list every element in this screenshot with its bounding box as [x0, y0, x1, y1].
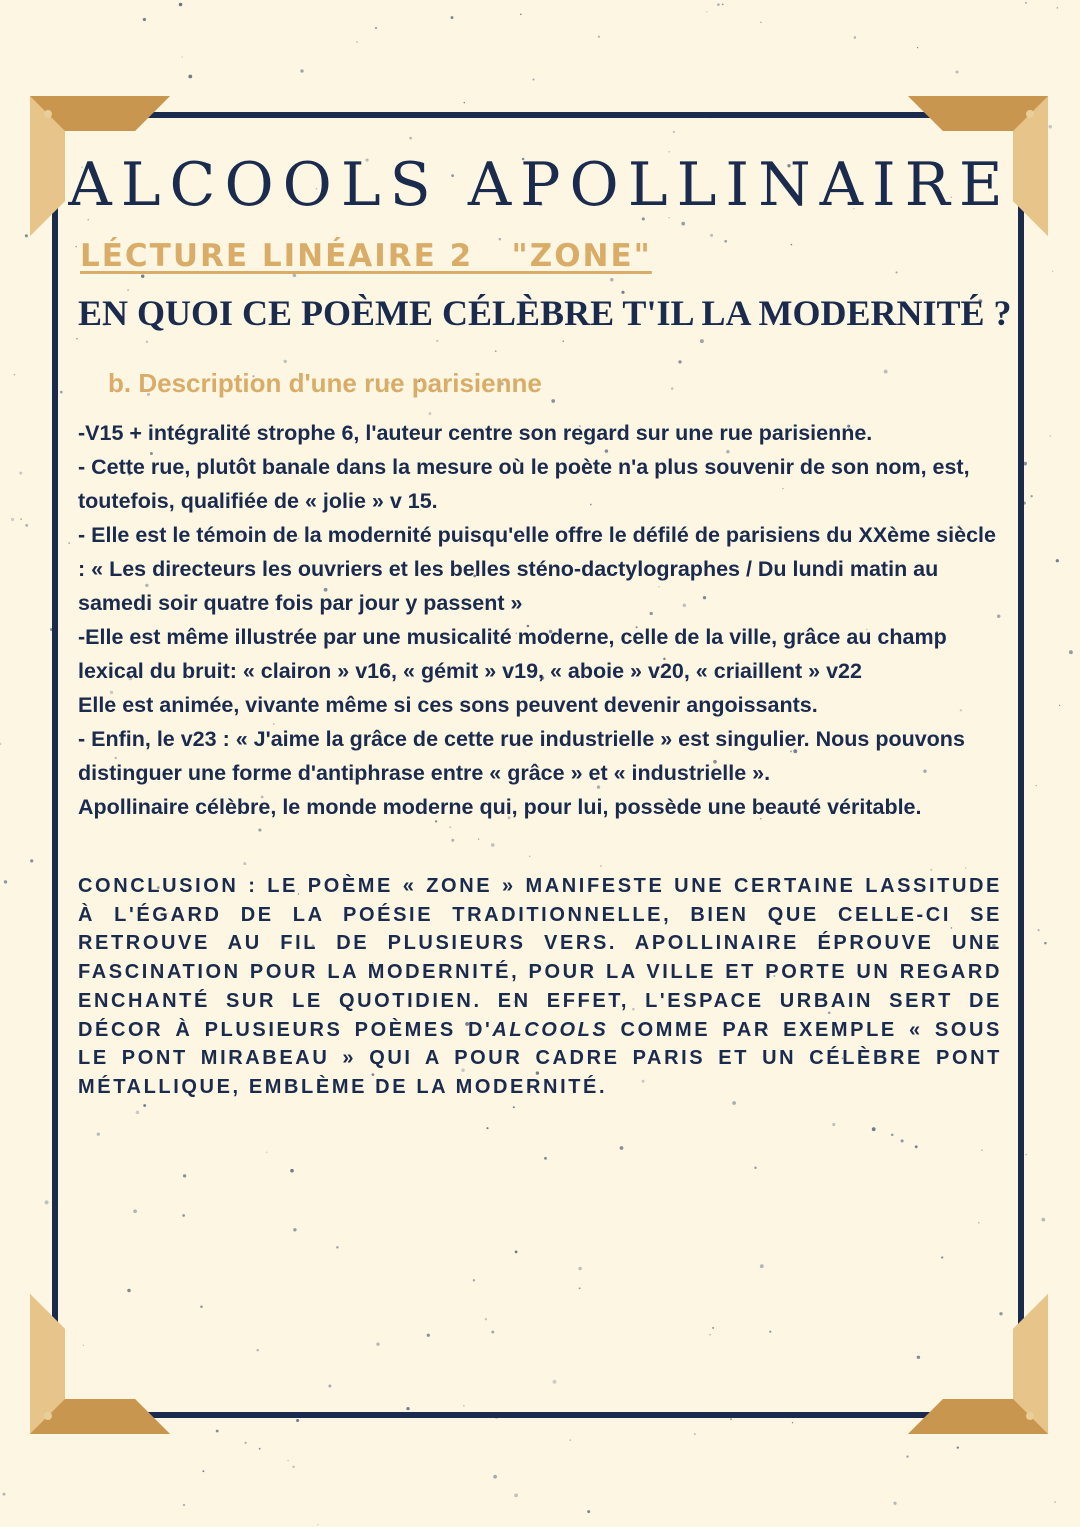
- speckle: [792, 1422, 793, 1423]
- speckle: [143, 18, 146, 21]
- speckle: [717, 3, 720, 6]
- bottom-left-corner-icon: [30, 1294, 170, 1434]
- speckle: [375, 27, 377, 29]
- speckle: [1036, 785, 1037, 786]
- conclusion-text-end: COMME PAR EXEMPLE « SOUS LE PONT MIRABEAU » QUI A POUR CADRE PARIS ET UN CÉLÈBRE PONT MÉTALLIQUE, EMBLÈME DE LA MODERNITÉ.: [78, 1018, 1002, 1098]
- speckle: [451, 16, 454, 19]
- speckle: [493, 1475, 497, 1479]
- speckle: [19, 472, 22, 475]
- speckle: [0, 743, 1, 745]
- analysis-paragraph: -V15 + intégralité strophe 6, l'auteur centre son regard sur une rue parisienne.: [78, 421, 873, 445]
- speckle: [25, 234, 28, 237]
- problem-question: EN QUOI CE POÈME CÉLÈBRE T'IL LA MODERNITÉ ?: [78, 293, 1012, 333]
- speckle: [292, 1466, 294, 1468]
- speckle: [1038, 929, 1040, 931]
- speckle: [356, 41, 357, 42]
- speckle: [4, 880, 7, 883]
- analysis-paragraph: -Elle est même illustrée par une musicalité moderne, celle de la ville, grâce au champ lexical du bruit: « clairon » v16, « gémit » v19, « aboie » v20, « criaillent » v22: [78, 625, 947, 683]
- speckle: [1059, 705, 1060, 706]
- analysis-paragraph: Apollinaire célèbre, le monde moderne qui, pour lui, possède une beauté véritable.: [78, 795, 922, 819]
- speckle: [1049, 125, 1053, 129]
- speckle: [854, 36, 857, 39]
- speckle: [202, 1470, 204, 1472]
- speckle: [30, 859, 33, 862]
- analysis-paragraph: - Enfin, le v23 : « J'aime la grâce de cette rue industrielle » est singulier. Nous pouvons distinguer une forme d'antiphrase entre « grâce » et « industrielle ».: [78, 727, 965, 785]
- speckle: [216, 1430, 219, 1433]
- speckle: [25, 524, 28, 527]
- speckle: [296, 1419, 299, 1422]
- speckle: [1056, 559, 1059, 562]
- speckle: [760, 22, 762, 24]
- speckle: [245, 1442, 247, 1444]
- conclusion-book-title: ALCOOLS: [492, 1018, 609, 1041]
- analysis-paragraph: - Elle est le témoin de la modernité puisqu'elle offre le défilé de parisiens du XXème siècle : « Les directeurs les ouvriers et les belles sténo-dactylographes / Du lundi matin au samedi soir quatre fois par jour y passent »: [78, 523, 996, 615]
- speckle: [587, 1510, 590, 1513]
- speckle: [259, 1448, 261, 1450]
- section-heading: b. Description d'une rue parisienne: [108, 368, 542, 398]
- speckle: [598, 36, 600, 38]
- speckle: [1057, 7, 1058, 8]
- speckle: [694, 1433, 695, 1434]
- speckle: [1049, 435, 1051, 437]
- speckle: [893, 1502, 896, 1505]
- speckle: [533, 79, 535, 81]
- speckle: [1030, 495, 1032, 497]
- speckle: [183, 1504, 185, 1506]
- speckle: [706, 11, 707, 12]
- speckle: [1044, 942, 1047, 945]
- speckle: [956, 70, 959, 73]
- speckle: [317, 1524, 318, 1525]
- speckle: [1025, 1154, 1026, 1155]
- analysis-paragraph: Elle est animée, vivante même si ces sons peuvent devenir angoissants.: [78, 693, 818, 717]
- analysis-paragraph: - Cette rue, plutôt banale dans la mesure où le poète n'a plus souvenir de son nom, est, toutefois, qualifiée de « jolie » v 15.: [78, 455, 970, 513]
- speckle: [957, 1446, 959, 1448]
- reading-subtitle: LÉCTURE LINÉAIRE 2 "ZONE": [80, 238, 652, 274]
- speckle: [1052, 271, 1054, 273]
- speckle: [1054, 1501, 1056, 1503]
- speckle: [1025, 2, 1027, 4]
- speckle: [722, 4, 724, 6]
- speckle: [181, 56, 182, 57]
- speckle: [179, 3, 183, 7]
- page-title: ALCOOLS APOLLINAIRE: [68, 150, 1012, 220]
- speckle: [14, 374, 16, 376]
- speckle: [1041, 1218, 1045, 1222]
- conclusion-text-start: CONCLUSION : LE POÈME « ZONE » MANIFESTE UNE CERTAINE LASSITUDE À L'ÉGARD DE LA POÉSIE TRADITIONNELLE, BIEN QUE CELLE-CI SE RETROUVE AU FIL DE PLUSIEURS VERS. APOLLINAIRE ÉPROUVE UNE FASCINATION POUR LA MODERNITÉ, POUR LA VILLE ET PORTE UN REGARD ENCHANTÉ SUR LE QUOTIDIEN. EN EFFET, L'ESPACE URBAIN SERT DE DÉCOR À PLUSIEURS POÈMES D': [78, 875, 1002, 1041]
- speckle: [45, 1200, 49, 1204]
- bottom-right-corner-icon: [908, 1294, 1048, 1434]
- analysis-body: [78, 416, 1008, 824]
- speckle: [20, 518, 22, 520]
- speckle: [730, 1418, 732, 1420]
- speckle: [917, 47, 918, 48]
- speckle: [188, 75, 192, 79]
- speckle: [300, 69, 303, 72]
- speckle: [11, 518, 14, 521]
- speckle: [570, 1439, 571, 1440]
- speckle: [287, 1460, 288, 1461]
- conclusion-paragraph: [78, 872, 1002, 1102]
- speckle: [1069, 650, 1073, 654]
- speckle: [514, 1494, 518, 1498]
- speckle: [520, 13, 522, 15]
- speckle: [906, 1455, 908, 1457]
- speckle: [3, 1493, 6, 1496]
- speckle: [464, 102, 465, 103]
